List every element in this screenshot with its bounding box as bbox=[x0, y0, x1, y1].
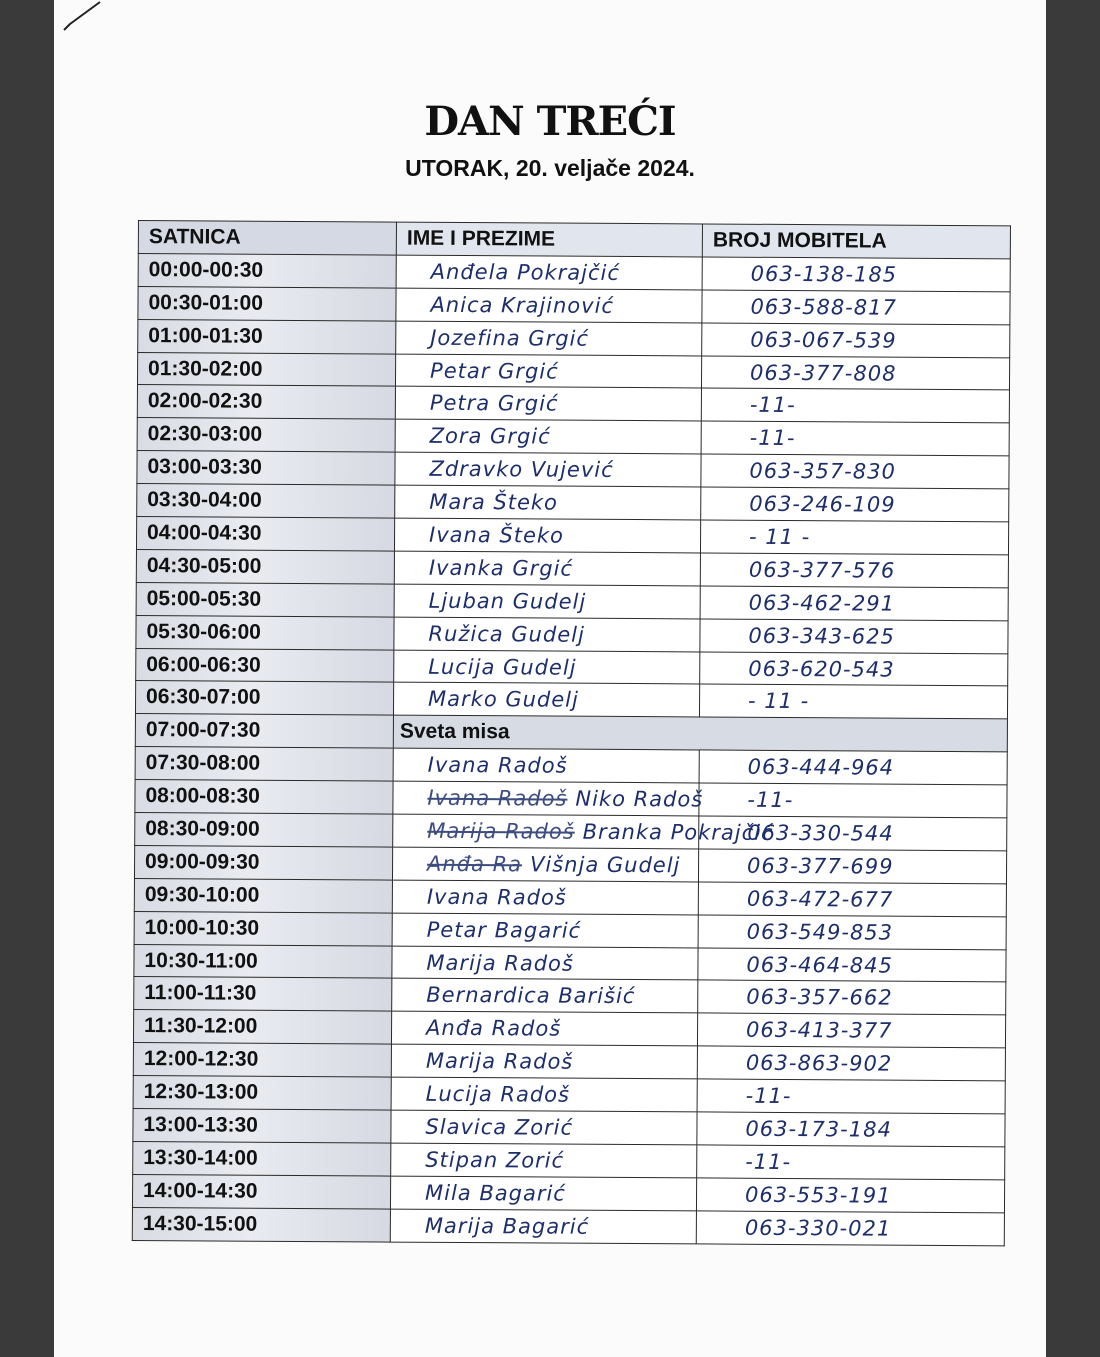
phone-cell: -11- bbox=[701, 421, 1009, 456]
crossed-out-name: Ivana Radoš bbox=[427, 785, 568, 811]
column-header-time: SATNICA bbox=[138, 221, 396, 255]
table-row bbox=[134, 944, 1006, 982]
name-value: Ljuban Gudelj bbox=[428, 588, 587, 614]
table-row bbox=[134, 911, 1006, 949]
name-value: Petra Grgić bbox=[429, 391, 559, 416]
name-value: Branka Pokrajčić bbox=[582, 819, 774, 845]
table-row bbox=[137, 451, 1009, 489]
name-cell bbox=[396, 255, 702, 290]
phone-cell: 063-377-699 bbox=[698, 849, 1006, 884]
time-slot: 13:00-13:30 bbox=[133, 1109, 391, 1143]
crossed-out-name: Marija Radoš bbox=[427, 818, 575, 844]
table-row bbox=[137, 418, 1009, 456]
schedule-sheet bbox=[132, 220, 1012, 1246]
time-slot: 05:30-06:00 bbox=[136, 615, 394, 649]
phone-cell: 063-330-021 bbox=[696, 1211, 1004, 1246]
table-row bbox=[138, 319, 1010, 357]
time-slot: 05:00-05:30 bbox=[136, 582, 394, 616]
name-value: Ivana Šteko bbox=[429, 522, 564, 548]
table-row bbox=[134, 977, 1006, 1015]
name-value: Anđela Pokrajčić bbox=[430, 259, 621, 285]
phone-cell: -11- bbox=[697, 1079, 1005, 1114]
table-row bbox=[133, 1141, 1005, 1179]
name-cell bbox=[395, 485, 701, 520]
name-cell bbox=[393, 814, 774, 849]
table-row bbox=[133, 1076, 1005, 1114]
table-row bbox=[136, 615, 1008, 653]
name-cell bbox=[393, 781, 704, 816]
phone-cell: 063-588-817 bbox=[702, 290, 1010, 325]
phone-cell: 063-357-830 bbox=[701, 454, 1009, 489]
time-slot: 09:30-10:00 bbox=[134, 878, 392, 912]
phone-cell: 063-549-853 bbox=[698, 915, 1006, 950]
phone-cell: 063-357-662 bbox=[698, 980, 1006, 1015]
table-row bbox=[134, 845, 1006, 883]
name-value: Lucija Gudelj bbox=[428, 654, 577, 680]
time-slot: 04:00-04:30 bbox=[136, 517, 394, 551]
phone-cell: 063-377-576 bbox=[700, 553, 1008, 588]
crossed-out-name: Anđa Ra bbox=[427, 851, 523, 877]
column-header-phone: BROJ MOBITELA bbox=[702, 224, 1010, 259]
time-slot: 03:00-03:30 bbox=[137, 451, 395, 485]
time-slot: 11:30-12:00 bbox=[133, 1010, 391, 1044]
name-value: Slavica Zorić bbox=[425, 1114, 574, 1140]
name-cell bbox=[396, 321, 702, 356]
header-row bbox=[138, 221, 1010, 259]
name-value: Marija Radoš bbox=[425, 1048, 574, 1074]
name-cell bbox=[393, 748, 699, 783]
table-row bbox=[136, 648, 1008, 686]
time-slot: 10:00-10:30 bbox=[134, 911, 392, 945]
schedule-table bbox=[132, 220, 1011, 1246]
table-row bbox=[138, 286, 1010, 324]
name-cell bbox=[391, 1077, 697, 1112]
name-cell bbox=[396, 288, 702, 323]
time-slot: 00:30-01:00 bbox=[138, 286, 396, 320]
table-row bbox=[135, 780, 1007, 818]
table-row bbox=[136, 549, 1008, 587]
time-slot: 01:30-02:00 bbox=[137, 352, 395, 386]
name-value: Marko Gudelj bbox=[428, 687, 579, 713]
name-value: Petar Bagarić bbox=[426, 917, 582, 943]
schedule-rows bbox=[132, 253, 1010, 1245]
name-value: Niko Radoš bbox=[575, 786, 704, 812]
name-value: Ivana Radoš bbox=[426, 884, 567, 910]
name-cell bbox=[395, 387, 701, 422]
column-header-name: IME I PREZIME bbox=[396, 222, 702, 257]
name-value: Višnja Gudelj bbox=[530, 852, 681, 878]
name-value: Zdravko Vujević bbox=[429, 456, 614, 483]
name-cell bbox=[391, 1110, 697, 1145]
table-row bbox=[136, 582, 1008, 620]
table-row bbox=[132, 1174, 1004, 1212]
time-slot: 06:00-06:30 bbox=[136, 648, 394, 682]
page-subtitle: UTORAK, 20. veljače 2024. bbox=[405, 155, 695, 181]
time-slot: 02:00-02:30 bbox=[137, 385, 395, 419]
name-cell bbox=[395, 354, 701, 389]
time-slot: 08:30-09:00 bbox=[135, 813, 393, 847]
table-row bbox=[138, 253, 1010, 291]
time-slot: 07:00-07:30 bbox=[135, 714, 393, 748]
name-cell bbox=[390, 1209, 696, 1244]
name-value: Ivanka Grgić bbox=[428, 555, 574, 581]
name-value: Ružica Gudelj bbox=[428, 621, 585, 647]
table-row bbox=[135, 813, 1007, 851]
name-cell bbox=[394, 518, 700, 553]
name-cell bbox=[392, 880, 698, 915]
phone-cell: 063-330-544 bbox=[699, 816, 1007, 851]
table-row bbox=[137, 352, 1009, 390]
name-value: Jozefina Grgić bbox=[430, 325, 590, 351]
phone-cell: 063-462-291 bbox=[700, 586, 1008, 621]
name-cell bbox=[393, 683, 699, 718]
name-cell bbox=[390, 1176, 696, 1211]
pen-tick-mark bbox=[60, 0, 104, 36]
phone-cell: 063-472-677 bbox=[698, 882, 1006, 917]
name-cell bbox=[395, 419, 701, 454]
time-slot: 14:30-15:00 bbox=[132, 1207, 390, 1241]
name-cell bbox=[392, 913, 698, 948]
name-value: Anica Krajinović bbox=[430, 292, 615, 318]
time-slot: 14:00-14:30 bbox=[132, 1174, 390, 1208]
time-slot: 00:00-00:30 bbox=[138, 253, 396, 287]
table-row bbox=[135, 681, 1007, 719]
time-slot: 04:30-05:00 bbox=[136, 549, 394, 583]
name-cell bbox=[394, 617, 700, 652]
name-value: Marija Radoš bbox=[426, 950, 574, 976]
name-cell bbox=[392, 847, 698, 882]
name-cell bbox=[392, 946, 698, 981]
phone-cell: 063-464-845 bbox=[698, 948, 1006, 983]
phone-cell: 063-620-543 bbox=[700, 652, 1008, 687]
phone-cell: - 11 - bbox=[699, 684, 1007, 719]
name-cell bbox=[394, 584, 700, 619]
table-row bbox=[133, 1010, 1005, 1048]
time-slot: 08:00-08:30 bbox=[135, 780, 393, 814]
table-row bbox=[133, 1109, 1005, 1147]
name-value: Stipan Zorić bbox=[425, 1147, 565, 1173]
table-row bbox=[133, 1043, 1005, 1081]
name-cell bbox=[391, 1011, 697, 1046]
phone-cell: 063-246-109 bbox=[701, 487, 1009, 522]
phone-cell: -11- bbox=[701, 388, 1009, 423]
phone-cell: 063-413-377 bbox=[697, 1013, 1005, 1048]
name-value: Bernardica Barišić bbox=[426, 983, 636, 1009]
time-slot: 12:30-13:00 bbox=[133, 1076, 391, 1110]
table-row bbox=[136, 517, 1008, 555]
phone-cell: -11- bbox=[697, 1145, 1005, 1180]
time-slot: 02:30-03:00 bbox=[137, 418, 395, 452]
name-value: Lucija Radoš bbox=[425, 1081, 571, 1107]
phone-cell: 063-444-964 bbox=[699, 750, 1007, 785]
phone-cell: -11- bbox=[699, 783, 1007, 818]
time-slot: 13:30-14:00 bbox=[133, 1141, 391, 1175]
table-row bbox=[132, 1207, 1004, 1245]
name-cell bbox=[394, 650, 700, 685]
name-value: Zora Grgić bbox=[429, 424, 551, 449]
time-slot: 09:00-09:30 bbox=[134, 845, 392, 879]
phone-cell: - 11 - bbox=[700, 520, 1008, 555]
phone-cell: 063-173-184 bbox=[697, 1112, 1005, 1147]
phone-cell: 063-863-902 bbox=[697, 1046, 1005, 1081]
time-slot: 10:30-11:00 bbox=[134, 944, 392, 978]
name-cell bbox=[391, 1143, 697, 1178]
time-slot: 01:00-01:30 bbox=[138, 319, 396, 353]
time-slot: 03:30-04:00 bbox=[137, 484, 395, 518]
time-slot: 11:00-11:30 bbox=[134, 977, 392, 1011]
name-value: Ivana Radoš bbox=[427, 752, 568, 778]
phone-cell: 063-377-808 bbox=[701, 356, 1009, 391]
name-cell bbox=[394, 551, 700, 586]
table-row bbox=[134, 878, 1006, 916]
name-cell bbox=[391, 1044, 697, 1079]
table-row bbox=[135, 747, 1007, 785]
phone-cell: 063-138-185 bbox=[702, 257, 1010, 292]
table-row bbox=[135, 714, 1007, 752]
table-row bbox=[137, 385, 1009, 423]
page-title: DAN TREĆI bbox=[424, 98, 676, 145]
name-value: Petar Grgić bbox=[430, 358, 559, 384]
name-value: Mila Bagarić bbox=[424, 1180, 566, 1206]
phone-cell: 063-343-625 bbox=[700, 619, 1008, 654]
time-slot: 12:00-12:30 bbox=[133, 1043, 391, 1077]
name-cell bbox=[395, 452, 701, 487]
name-value: Anđa Radoš bbox=[425, 1016, 562, 1041]
table-row bbox=[137, 484, 1009, 522]
name-value: Marija Bagarić bbox=[424, 1213, 590, 1239]
name-cell bbox=[392, 979, 698, 1014]
time-slot: 06:30-07:00 bbox=[135, 681, 393, 715]
phone-cell: 063-553-191 bbox=[696, 1178, 1004, 1213]
time-slot: 07:30-08:00 bbox=[135, 747, 393, 781]
mass-cell: Sveta misa bbox=[393, 715, 1007, 752]
phone-cell: 063-067-539 bbox=[702, 323, 1010, 358]
name-value: Mara Šteko bbox=[429, 489, 559, 515]
